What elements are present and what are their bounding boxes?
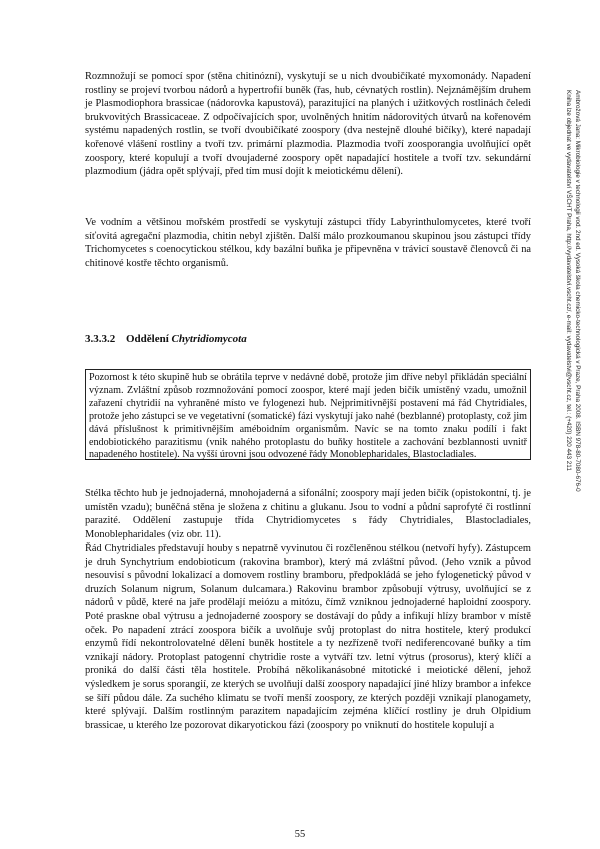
section-number: 3.3.3.2: [85, 333, 116, 345]
paragraph-labyrinthulomycetes: [85, 216, 531, 270]
section-heading: [85, 333, 247, 345]
paragraph-text: Rozmnožují se pomocí spor (stěna chitinózní), vyskytují se u nich dvoubičíkaté myxomonády. Napadení rostliny se projeví tvorbou nádorů a hypertrofií buněk (řas, hub, cévnatých rostlin). Nejznámějším druhem je Plasmodiophora brassicae (nádorovka kapustová), parazitující na planých i užitkových rostlinách čeledi brukvovitých Brassicaceae. Z odpočívajících spor, uvolněných hnitím nádorovitých útvarů na kořenovém systému napadených rostlin, se tvoří dvoubičíkaté zoospory (dva nestejně dlouhé bičíky), které napadají kořenové vlášení rostliny a tvoří tzv. primární plazmodia. Plazmodia tvoří zoosporangia uvolňující opět zoospory, které kopulují a tvoří dvoujaderné zoospory opět napadající hostitele a tvoří tzv. sekundární plazmodium (jádra opět splývají, před tím musí dojít k meiotickému dělení).: [85, 71, 531, 178]
citation-line: Ambrožová Jana: Mikrobiologie v technologii vod. 2nd ed. Vysoká škola chemicko-technologická v Praze, Praha 2008. ISBN 978-80-7080-676-0: [574, 90, 581, 492]
section-taxon: Chytridiomycota: [171, 333, 247, 345]
paragraph-text: Stélka těchto hub je jednojaderná, mnohojaderná a sifonální; zoospory mají jeden bičík (opistokontní, tj. je umístěn vzadu); buněčná stěna je složena z chitinu a glukanu. Jsou to vodní a půdní saprofyté či rostlinní parazité. Oddělení zastupuje třída Chytridiomycetes s řády Chytridiales, Blastocladiales, Monoblepharidales (viz obr. 11).: [85, 488, 531, 540]
page-number: 55: [294, 829, 306, 840]
paragraph-thallus: [85, 487, 531, 541]
paragraph-plasmodiophora: [85, 70, 531, 179]
paragraph-text: Ve vodním a většinou mořském prostředí se vyskytují zástupci třídy Labyrinthulomycetes, které tvoří síťovitá agregační plazmodia, chitin nebyl zjištěn. Další málo prozkoumanou skupinou jsou zástupci třídy Trichomycetes s coenocytickou stélkou, kdy bazální buňka je připevněna v trávicí soustavě členovců či na chitinové kostře těchto organismů.: [85, 217, 531, 269]
side-citation: [560, 90, 582, 690]
ordering-line: Kniha lze objednat ve vydavatelství VŠCHT Praha, http://vydavatelstvi.vscht.cz/, e-mail: vydavatelstvi@vscht.cz, tel.: (+420) 220 443 211: [565, 90, 572, 471]
paragraph-text: Řád Chytridiales představují houby s nepatrně vyvinutou či rozčleněnou stélkou (netvoří hyfy). Zástupcem je druh Synchytrium endobioticum (rakovina brambor), který má zvláštní původ. (Jeho vznik a původ nesouvisí s původní lokalizací a domovem rostliny bramboru, předpokládá se jeho fylogenetický původ v druzích Solanum nigrum, Solanum dulcamara.) Rakovinu brambor způsobují výtrusy, uvolňující se z nádorů v půdě, které na jaře prodělají meiózu a mitózu, čímž vzniknou jednojaderné haploidní zoospory. Poté praskne obal výtrusu a jednojaderné zoospory se dostávají do půdy a infikují hlízy brambor v místě oček. Po napadení ztrácí zoospora bičík a uvolňuje svůj protoplast do nitra hostitele, který produkcí enzymů řídí nekontrolovatelné dělení buněk hostitele a ty nezřízeně tvoří nediferencované buňky a tím vznikají nádory. Protoplast patogenní chytridie roste a vytváří tzv. letní výtrus (prosorus), který klíčí a proniká do další části těla hostitele. Probíhá několikanásobné mitotické i meiotické dělení, jehož výsledkem je sorus sporangií, ze kterých se uvolňují další zoospory napadající jiné hlízy brambor a infekce se šíří půdou dále. Za suchého klimatu se tvoří menší zoospory, ze kterých později vznikají planogamety, které splývají. Dalším rostlinným parazitem napadajícím zejména klíčící rostliny je druh Olpidium brassicae, u kterého lze pozorovat dikaryotickou fázi (zoospory po vniknutí do hostitele kopulují a: [85, 543, 531, 731]
paragraph-chytridiales: [85, 542, 531, 732]
boxed-intro: [85, 369, 531, 460]
box-text: Pozornost k této skupině hub se obrátila teprve v nedávné době, protože jim dříve nebyl přikládán speciální význam. Zvláštní způsob rozmnožování pomocí zoospor, které mají jeden bičík umístěný vzadu, umožnil zařazení chytridií na vyhraněné místo ve fylogenezi hub. Nejprimitivnější postavení má řád Chytridiales, protože jeho zástupci se ve vegetativní (somatické) fázi vyskytují jako nahé (bezblanné) protoplasty, což jim dává příslušnost k primitivnějším améboidním organismům. Navíc se na tomto znaku podílí i fakt endobiotického parazitismu (vnik nahého protoplastu do buňky hostitele a zachování bezblannosti uvnitř napadeného hostitele). Na vyšší úrovni jsou odvozené řády Monoblepharidales, Blastocladiales.: [89, 372, 527, 461]
section-label: Oddělení: [126, 333, 169, 345]
